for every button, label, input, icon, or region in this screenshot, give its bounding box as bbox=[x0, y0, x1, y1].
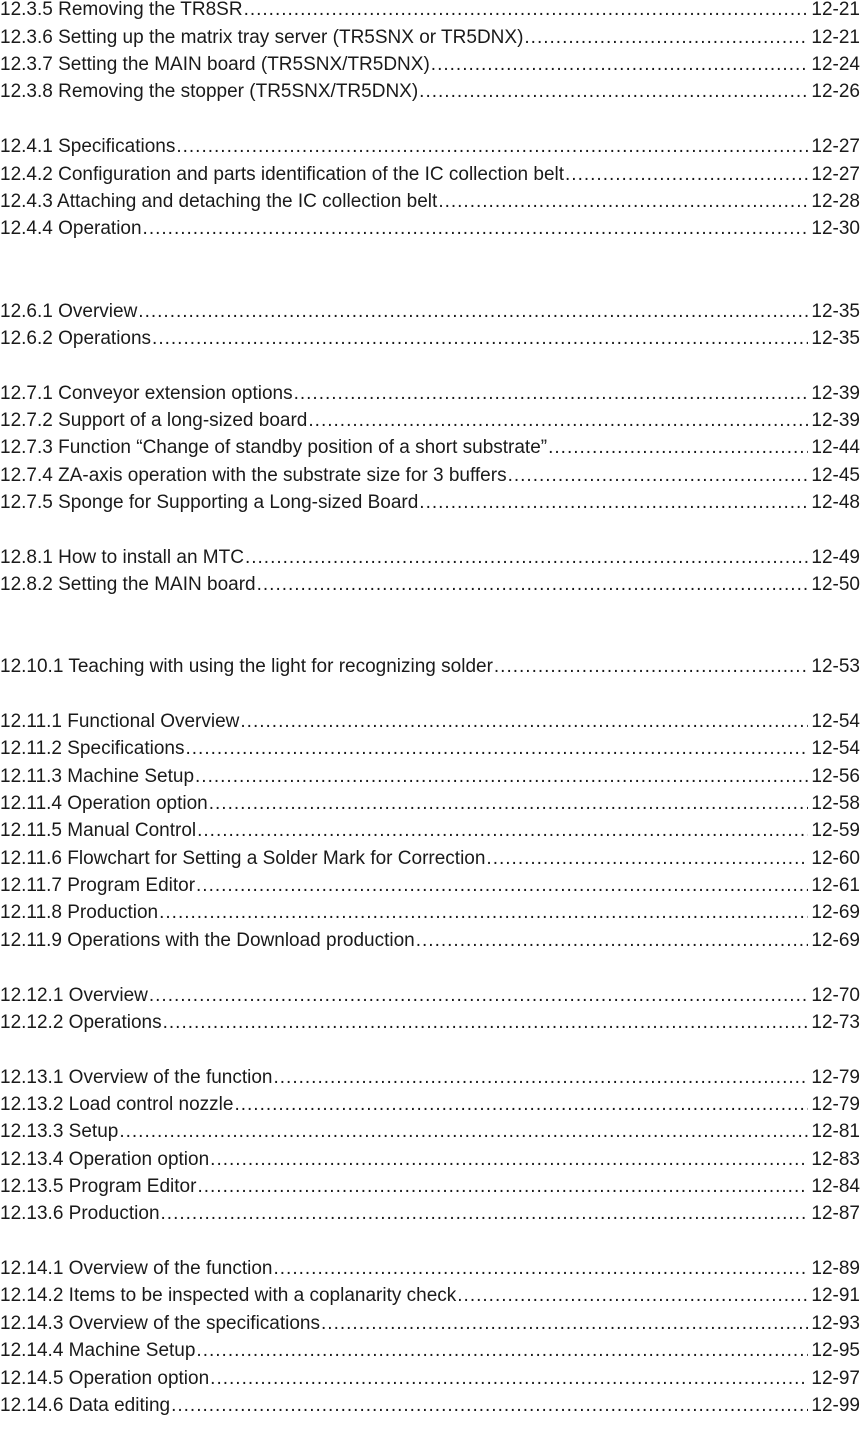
toc-leader-dots bbox=[149, 983, 809, 1008]
toc-entry-title: 12.8.1 How to install an MTC bbox=[0, 547, 244, 568]
toc-entry-title: 12.13.4 Operation option bbox=[0, 1149, 210, 1170]
toc-entry-page: 12-21 bbox=[811, 27, 860, 48]
toc-entry-title: 12.14.3 Overview of the specifications bbox=[0, 1313, 321, 1334]
toc-entry[interactable] bbox=[0, 463, 860, 488]
toc-entry-title: 12.11.6 Flowchart for Setting a Solder Mark for Correction bbox=[0, 848, 486, 869]
toc-leader-dots bbox=[245, 545, 808, 570]
toc-entry[interactable] bbox=[0, 1092, 860, 1117]
toc-entry[interactable] bbox=[0, 1366, 860, 1391]
toc-entry[interactable] bbox=[0, 0, 860, 22]
toc-entry-page: 12-58 bbox=[811, 793, 860, 814]
toc-entry[interactable] bbox=[0, 1119, 860, 1144]
toc-entry-title: 12.11.8 Production bbox=[0, 902, 159, 923]
toc-entry[interactable] bbox=[0, 709, 860, 734]
toc-entry[interactable] bbox=[0, 52, 860, 77]
toc-leader-dots bbox=[143, 216, 809, 241]
toc-entry[interactable] bbox=[0, 1010, 860, 1035]
toc-entry-title: 12.11.2 Specifications bbox=[0, 738, 185, 759]
toc-entry-page: 12-69 bbox=[811, 902, 860, 923]
toc-entry-title: 12.7.5 Sponge for Supporting a Long-sized Board bbox=[0, 492, 419, 513]
toc-entry[interactable] bbox=[0, 134, 860, 159]
toc-entry-title: 12.14.6 Data editing bbox=[0, 1395, 171, 1416]
toc-entry-page: 12-39 bbox=[811, 383, 860, 404]
toc-entry-page: 12-84 bbox=[811, 1176, 860, 1197]
toc-leader-dots bbox=[524, 25, 808, 50]
toc-entry[interactable] bbox=[0, 764, 860, 789]
toc-entry-page: 12-69 bbox=[811, 930, 860, 951]
toc-entry-page: 12-70 bbox=[811, 985, 860, 1006]
toc-entry[interactable] bbox=[0, 1174, 860, 1199]
toc-entry[interactable] bbox=[0, 1256, 860, 1281]
toc-leader-dots bbox=[163, 1010, 809, 1035]
toc-entry-title: 12.14.4 Machine Setup bbox=[0, 1340, 196, 1361]
toc-leader-dots bbox=[486, 846, 808, 871]
toc-entry-page: 12-87 bbox=[811, 1203, 860, 1224]
toc-entry-title: 12.7.1 Conveyor extension options bbox=[0, 383, 293, 404]
toc-entry[interactable] bbox=[0, 1201, 860, 1226]
toc-leader-dots bbox=[438, 189, 808, 214]
toc-entry-page: 12-83 bbox=[811, 1149, 860, 1170]
toc-leader-dots bbox=[196, 873, 808, 898]
toc-leader-dots bbox=[152, 326, 808, 351]
toc-entry-title: 12.14.1 Overview of the function bbox=[0, 1258, 273, 1279]
toc-leader-dots bbox=[244, 0, 809, 22]
toc-entry[interactable] bbox=[0, 545, 860, 570]
toc-entry-title: 12.11.4 Operation option bbox=[0, 793, 208, 814]
toc-entry[interactable] bbox=[0, 791, 860, 816]
toc-entry-page: 12-95 bbox=[811, 1340, 860, 1361]
toc-entry-page: 12-53 bbox=[811, 656, 860, 677]
toc-entry-page: 12-79 bbox=[811, 1094, 860, 1115]
toc-leader-dots bbox=[321, 1311, 808, 1336]
toc-entry-title: 12.3.8 Removing the stopper (TR5SNX/TR5DNX) bbox=[0, 81, 419, 102]
toc-entry-page: 12-30 bbox=[811, 218, 860, 239]
toc-entry-title: 12.3.5 Removing the TR8SR bbox=[0, 0, 243, 20]
toc-entry-title: 12.4.2 Configuration and parts identification of the IC collection belt bbox=[0, 164, 565, 185]
toc-entry-title: 12.4.1 Specifications bbox=[0, 136, 176, 157]
toc-entry-title: 12.13.3 Setup bbox=[0, 1121, 119, 1142]
toc-entry-title: 12.10.1 Teaching with using the light for recognizing solder bbox=[0, 656, 493, 677]
toc-leader-dots bbox=[508, 463, 809, 488]
toc-entry-page: 12-44 bbox=[811, 437, 860, 458]
toc-leader-dots bbox=[159, 900, 808, 925]
toc-entry-page: 12-21 bbox=[811, 0, 860, 20]
toc-entry-page: 12-59 bbox=[811, 820, 860, 841]
toc-entry-page: 12-56 bbox=[811, 766, 860, 787]
toc-entry-title: 12.11.7 Program Editor bbox=[0, 875, 196, 896]
toc-entry[interactable] bbox=[0, 1393, 860, 1418]
toc-entry[interactable] bbox=[0, 572, 860, 597]
toc-leader-dots bbox=[294, 381, 809, 406]
toc-entry-title: 12.3.7 Setting the MAIN board (TR5SNX/TR5DNX) bbox=[0, 54, 430, 75]
toc-entry-page: 12-26 bbox=[811, 81, 860, 102]
toc-entry-page: 12-97 bbox=[811, 1368, 860, 1389]
toc-entry[interactable] bbox=[0, 654, 860, 679]
toc-entry[interactable] bbox=[0, 490, 860, 515]
toc-entry[interactable] bbox=[0, 408, 860, 433]
toc-entry-title: 12.14.5 Operation option bbox=[0, 1368, 210, 1389]
toc-entry[interactable] bbox=[0, 1338, 860, 1363]
toc-entry-title: 12.12.1 Overview bbox=[0, 985, 148, 1006]
toc-entry-title: 12.6.2 Operations bbox=[0, 328, 152, 349]
toc-leader-dots bbox=[548, 435, 808, 460]
toc-entry-page: 12-54 bbox=[811, 711, 860, 732]
toc-entry-page: 12-79 bbox=[811, 1067, 860, 1088]
toc-entry[interactable] bbox=[0, 216, 860, 241]
toc-leader-dots bbox=[419, 79, 808, 104]
toc-entry-page: 12-73 bbox=[811, 1012, 860, 1033]
toc-entry[interactable] bbox=[0, 1311, 860, 1336]
toc-entry-page: 12-35 bbox=[811, 301, 860, 322]
toc-entry[interactable] bbox=[0, 736, 860, 761]
toc-entry-title: 12.13.6 Production bbox=[0, 1203, 160, 1224]
toc-leader-dots bbox=[416, 928, 809, 953]
toc-entry-page: 12-93 bbox=[811, 1313, 860, 1334]
toc-entry[interactable] bbox=[0, 381, 860, 406]
toc-leader-dots bbox=[257, 572, 809, 597]
toc-entry[interactable] bbox=[0, 189, 860, 214]
toc-entry[interactable] bbox=[0, 1065, 860, 1090]
toc-entry-title: 12.4.4 Operation bbox=[0, 218, 142, 239]
toc-entry-page: 12-24 bbox=[811, 54, 860, 75]
toc-leader-dots bbox=[274, 1065, 809, 1090]
toc-entry-title: 12.8.2 Setting the MAIN board bbox=[0, 574, 256, 595]
toc-leader-dots bbox=[196, 1338, 808, 1363]
toc-entry[interactable] bbox=[0, 983, 860, 1008]
toc-leader-dots bbox=[197, 1174, 808, 1199]
toc-entry[interactable] bbox=[0, 846, 860, 871]
toc-entry-title: 12.7.2 Support of a long-sized board bbox=[0, 410, 308, 431]
toc-entry[interactable] bbox=[0, 299, 860, 324]
toc-entry-title: 12.11.3 Machine Setup bbox=[0, 766, 195, 787]
toc-entry-page: 12-27 bbox=[811, 136, 860, 157]
toc-entry-page: 12-91 bbox=[811, 1285, 860, 1306]
toc-entry[interactable] bbox=[0, 162, 860, 187]
toc-leader-dots bbox=[161, 1201, 809, 1226]
toc-entry[interactable] bbox=[0, 79, 860, 104]
toc-entry[interactable] bbox=[0, 928, 860, 953]
toc-entry-page: 12-35 bbox=[811, 328, 860, 349]
toc-leader-dots bbox=[457, 1283, 808, 1308]
toc-leader-dots bbox=[565, 162, 808, 187]
toc-entry-page: 12-54 bbox=[811, 738, 860, 759]
toc-entry-title: 12.12.2 Operations bbox=[0, 1012, 162, 1033]
toc-entry-title: 12.14.2 Items to be inspected with a coplanarity check bbox=[0, 1285, 457, 1306]
toc-entry-page: 12-81 bbox=[811, 1121, 860, 1142]
toc-entry-page: 12-49 bbox=[811, 547, 860, 568]
toc-entry-page: 12-48 bbox=[811, 492, 860, 513]
toc-entry-title: 12.11.5 Manual Control bbox=[0, 820, 197, 841]
toc-entry-page: 12-60 bbox=[811, 848, 860, 869]
toc-entry-page: 12-39 bbox=[811, 410, 860, 431]
toc-leader-dots bbox=[119, 1119, 808, 1144]
toc-leader-dots bbox=[210, 1366, 808, 1391]
toc-entry-title: 12.7.4 ZA-axis operation with the substrate size for 3 buffers bbox=[0, 465, 507, 486]
toc-entry-title: 12.11.9 Operations with the Download production bbox=[0, 930, 415, 951]
toc-entry-page: 12-50 bbox=[811, 574, 860, 595]
toc-leader-dots bbox=[419, 490, 808, 515]
toc-entry-title: 12.3.6 Setting up the matrix tray server (TR5SNX or TR5DNX) bbox=[0, 27, 524, 48]
toc-entry[interactable] bbox=[0, 818, 860, 843]
toc-entry-title: 12.4.3 Attaching and detaching the IC collection belt bbox=[0, 191, 438, 212]
toc-entry[interactable] bbox=[0, 25, 860, 50]
toc-leader-dots bbox=[171, 1393, 808, 1418]
toc-entry-page: 12-61 bbox=[811, 875, 860, 896]
toc-leader-dots bbox=[274, 1256, 809, 1281]
toc-leader-dots bbox=[176, 134, 808, 159]
toc-entry[interactable] bbox=[0, 900, 860, 925]
toc-entry[interactable] bbox=[0, 326, 860, 351]
toc-entry[interactable] bbox=[0, 1147, 860, 1172]
toc-entry-title: 12.13.1 Overview of the function bbox=[0, 1067, 273, 1088]
toc-entry-title: 12.11.1 Functional Overview bbox=[0, 711, 240, 732]
toc-entry-page: 12-27 bbox=[811, 164, 860, 185]
toc-leader-dots bbox=[186, 736, 809, 761]
toc-leader-dots bbox=[210, 1147, 808, 1172]
toc-entry[interactable] bbox=[0, 873, 860, 898]
toc-entry-page: 12-99 bbox=[811, 1395, 860, 1416]
toc-entry-page: 12-45 bbox=[811, 465, 860, 486]
toc-entry-title: 12.13.5 Program Editor bbox=[0, 1176, 197, 1197]
toc-entry-title: 12.6.1 Overview bbox=[0, 301, 138, 322]
toc-leader-dots bbox=[431, 52, 809, 77]
toc-leader-dots bbox=[308, 408, 808, 433]
toc-leader-dots bbox=[197, 818, 808, 843]
toc-entry-title: 12.13.2 Load control nozzle bbox=[0, 1094, 234, 1115]
toc-leader-dots bbox=[240, 709, 808, 734]
toc-leader-dots bbox=[209, 791, 809, 816]
toc-leader-dots bbox=[195, 764, 808, 789]
toc-entry-title: 12.7.3 Function “Change of standby position of a short substrate” bbox=[0, 437, 548, 458]
toc-leader-dots bbox=[234, 1092, 808, 1117]
toc-leader-dots bbox=[138, 299, 808, 324]
toc-entry[interactable] bbox=[0, 435, 860, 460]
toc-entry-page: 12-28 bbox=[811, 191, 860, 212]
toc-entry-page: 12-89 bbox=[811, 1258, 860, 1279]
toc-entry[interactable] bbox=[0, 1283, 860, 1308]
toc-leader-dots bbox=[494, 654, 808, 679]
